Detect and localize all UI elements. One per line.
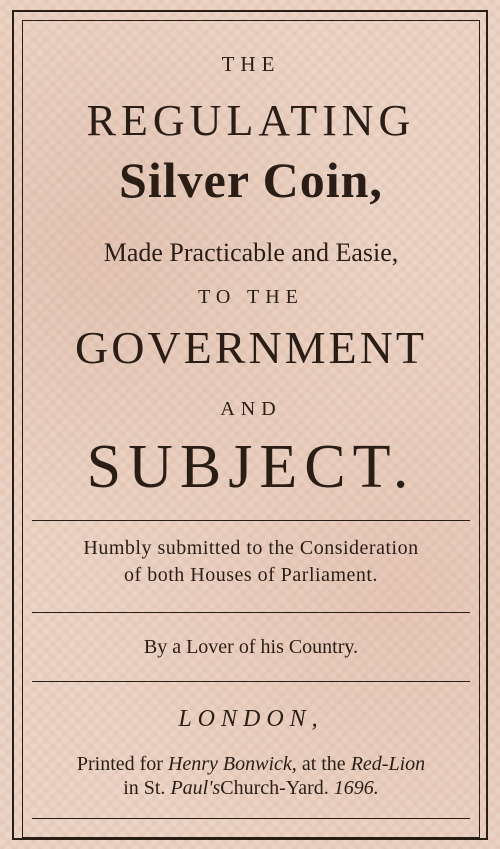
imprint-line-1 [22,753,480,776]
author-line: By a Lover of his Country. [143,636,359,658]
bottom-border-rule [12,838,488,840]
top-border-rule [12,10,488,12]
imprint-end: Church-Yard. [220,777,329,799]
divider-rule [32,612,470,613]
imprint-church-name: Paul's [170,777,221,799]
title-subject: SUBJECT. [86,433,416,501]
imprint-prefix: Printed for [76,753,163,775]
imprint-sign: Red-Lion [350,753,426,775]
title-the: THE [221,52,281,76]
imprint-mid: at the [301,753,346,775]
imprint-line-2 [22,777,480,800]
title-regulating: REGULATING [86,96,416,145]
dedication-line-1: Humbly submitted to the Consideration [83,537,419,559]
bottom-divider-rule [32,818,470,819]
title-silver-coin: Silver Coin, [119,152,383,208]
title-subtitle: Made Practicable and Easie, [103,238,399,267]
imprint-in: in St. [123,777,166,799]
imprint-place: LONDON, [178,706,324,732]
title-and: AND [220,398,282,420]
title-to-the: TO THE [198,286,304,308]
divider-rule [32,520,470,521]
imprint-year: 1696. [333,777,379,799]
dedication-line-2: of both Houses of Parliament. [124,564,378,586]
imprint-printer: Henry Bonwick, [167,753,297,775]
divider-rule [32,681,470,682]
title-government: GOVERNMENT [75,322,427,373]
